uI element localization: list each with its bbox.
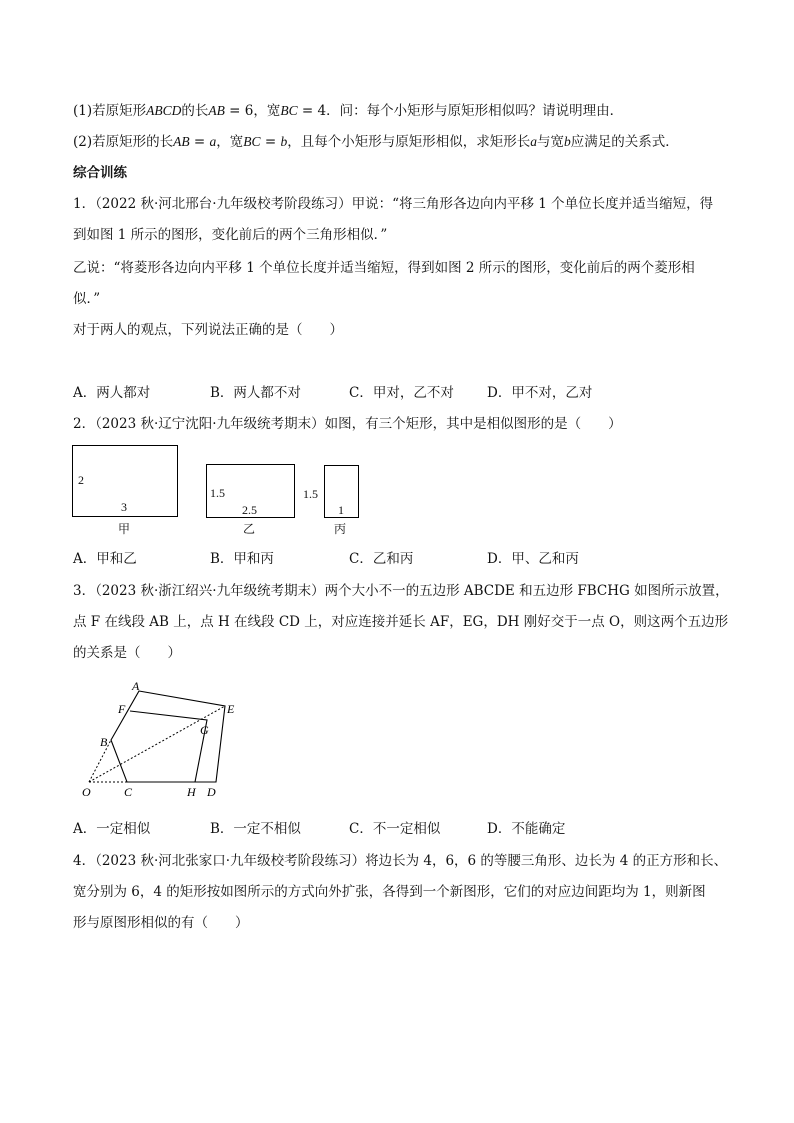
p1-line5: 对于两人的观点，下列说法正确的是（ ） — [73, 322, 343, 338]
sub-question-2 — [73, 133, 679, 151]
q2-var-b: b — [280, 134, 288, 149]
p3-line1: 3．（2023 秋·浙江绍兴·九年级统考期末）两个大小不一的五边形 ABCDE 和五边形 FBCHG 如图所示放置， — [73, 583, 729, 599]
q1-text-a: (1)若原矩形 — [73, 103, 147, 119]
rect-jia-name: 甲 — [118, 522, 131, 536]
p2-option-c[interactable]: C．乙和丙 — [349, 551, 414, 567]
q2-eq1: = — [189, 134, 210, 150]
pentagon-fbchg — [130, 711, 207, 782]
label-f: F — [118, 702, 126, 716]
p4-line2: 宽分别为 6，4 的矩形按如图所示的方式向外扩张，各得到一个新图形，它们的对应边间距均为 1，则新图 — [73, 884, 706, 900]
p1-line2: 到如图 1 所示的图形，变化前后的两个三角形相似．” — [73, 227, 388, 243]
q1-text-e: = 6，宽 — [224, 103, 281, 119]
p1-option-a[interactable]: A．两人都对 — [73, 385, 151, 401]
rect-bing-name: 丙 — [334, 522, 347, 536]
p3-option-c[interactable]: C．不一定相似 — [349, 821, 441, 837]
p3-line3: 的关系是（ ） — [73, 645, 181, 661]
rect-yi-name: 乙 — [243, 522, 256, 536]
label-o: O — [82, 785, 91, 799]
q2-var-a: a — [209, 134, 217, 149]
q2-var-bc: BC — [243, 134, 261, 149]
p1-line4: 似．” — [73, 291, 101, 307]
p2-option-a[interactable]: A．甲和乙 — [73, 551, 137, 567]
label-d: D — [207, 785, 216, 799]
q2-text-a: (2)若原矩形的长 — [73, 134, 174, 150]
q1-var-abcd: ABCD — [146, 103, 182, 118]
p3-line2: 点 F 在线段 AB 上，点 H 在线段 CD 上，对应连接并延长 AF，EG，DH 刚好交于一点 O，则这两个五边形 — [73, 614, 729, 630]
p3-option-b[interactable]: B．一定不相似 — [210, 821, 301, 837]
p2-option-b[interactable]: B．甲和丙 — [210, 551, 274, 567]
label-g: G — [200, 723, 209, 737]
q2-var-a2: a — [530, 134, 537, 149]
label-b: B — [100, 735, 108, 749]
p2-option-d[interactable]: D．甲、乙和丙 — [487, 551, 579, 567]
label-e: E — [227, 702, 235, 716]
q2-eq2: = — [260, 134, 281, 150]
label-a: A — [132, 679, 140, 693]
p4-line3: 形与原图形相似的有（ ） — [73, 915, 249, 931]
rect-yi-height: 1.5 — [210, 486, 225, 500]
pentagon-figure — [76, 676, 256, 804]
p2-line1: 2．（2023 秋·辽宁沈阳·九年级统考期末）如图，有三个矩形，其中是相似图形的是（ ） — [73, 416, 622, 432]
q2-text-i: ，且每个小矩形与原矩形相似，求矩形长 — [287, 134, 531, 150]
p4-line1: 4．（2023 秋·河北张家口·九年级校考阶段练习）将边长为 4，6，6 的等腰三角形、边长为 4 的正方形和长、 — [73, 853, 728, 869]
p3-option-d[interactable]: D．不能确定 — [487, 821, 566, 837]
p1-line1: 1．（2022 秋·河北邢台·九年级校考阶段练习）甲说：“将三角形各边向内平移 1 个单位长度并适当缩短，得 — [73, 196, 714, 212]
q1-text-c: 的长 — [181, 103, 209, 119]
q2-var-ab: AB — [173, 134, 190, 149]
rect-yi-width: 2.5 — [242, 503, 257, 517]
p3-option-a[interactable]: A．一定相似 — [73, 821, 151, 837]
q2-text-m: 应满足的关系式． — [570, 134, 679, 150]
label-c: C — [124, 785, 133, 799]
rect-jia-height: 2 — [78, 473, 84, 487]
rect-bing-width: 1 — [338, 503, 344, 517]
q2-text-e: ，宽 — [216, 134, 244, 150]
label-h: H — [187, 785, 196, 799]
q2-var-b2: b — [563, 134, 571, 149]
sub-question-1 — [73, 102, 623, 120]
rect-bing-height: 1.5 — [303, 487, 318, 501]
p1-option-c[interactable]: C．甲对，乙不对 — [349, 385, 454, 401]
p1-option-d[interactable]: D．甲不对，乙对 — [487, 385, 593, 401]
q2-text-k: 与宽 — [536, 134, 564, 150]
q1-var-ab: AB — [208, 103, 225, 118]
q1-text-g: = 4．问：每个小矩形与原矩形相似吗？请说明理由． — [297, 103, 624, 119]
rect-jia-width: 3 — [121, 500, 127, 514]
line-oe — [89, 706, 225, 782]
section-title: 综合训练 — [73, 165, 127, 181]
q1-var-bc: BC — [280, 103, 298, 118]
p1-line3: 乙说：“将菱形各边向内平移 1 个单位长度并适当缩短，得到如图 2 所示的图形，变化前后的两个菱形相 — [73, 260, 695, 276]
p1-option-b[interactable]: B．两人都不对 — [210, 385, 301, 401]
